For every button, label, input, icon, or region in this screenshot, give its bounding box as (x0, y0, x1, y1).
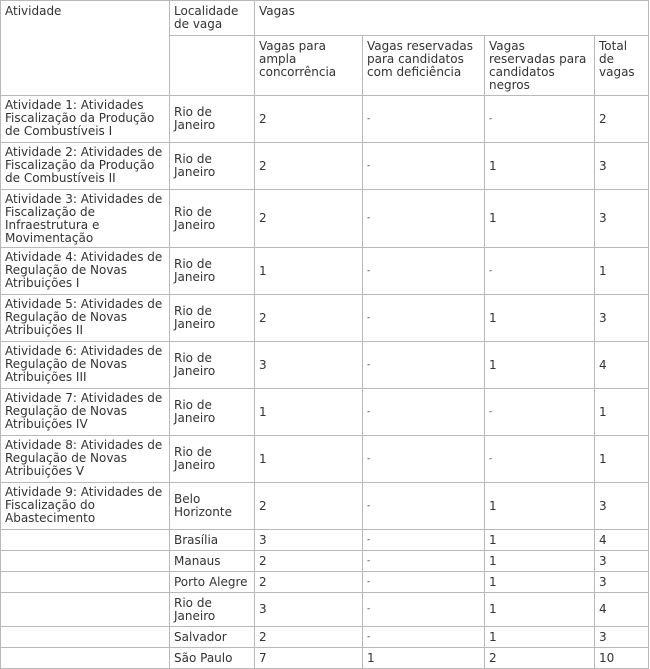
cell-ampla: 2 (255, 551, 363, 572)
cell-ampla: 3 (255, 593, 363, 627)
cell-deficiencia: - (363, 627, 485, 648)
cell-localidade: Rio de Janeiro (170, 248, 255, 295)
cell-atividade: Atividade 3: Atividades de Fiscalização de Infraestrutura e Movimentação (1, 190, 170, 248)
cell-localidade: Rio de Janeiro (170, 342, 255, 389)
cell-ampla: 7 (255, 648, 363, 669)
cell-localidade: Belo Horizonte (170, 483, 255, 530)
cell-ampla: 3 (255, 342, 363, 389)
cell-atividade (1, 648, 170, 669)
cell-deficiencia: - (363, 389, 485, 436)
cell-localidade: São Paulo (170, 648, 255, 669)
cell-atividade (1, 572, 170, 593)
cell-deficiencia: 1 (363, 648, 485, 669)
table-row (1, 627, 649, 648)
header-localidade: Localidade de vaga (170, 1, 255, 36)
cell-negros: 2 (485, 648, 595, 669)
table-row (1, 389, 649, 436)
cell-deficiencia: - (363, 96, 485, 143)
table-row (1, 593, 649, 627)
cell-ampla: 1 (255, 389, 363, 436)
cell-ampla: 2 (255, 483, 363, 530)
cell-atividade: Atividade 5: Atividades de Regulação de Novas Atribuições II (1, 295, 170, 342)
cell-ampla: 2 (255, 96, 363, 143)
cell-atividade: Atividade 8: Atividades de Regulação de Novas Atribuições V (1, 436, 170, 483)
cell-atividade: Atividade 7: Atividades de Regulação de Novas Atribuições IV (1, 389, 170, 436)
table-row (1, 572, 649, 593)
cell-atividade: Atividade 6: Atividades de Regulação de Novas Atribuições III (1, 342, 170, 389)
cell-total: 3 (595, 295, 649, 342)
header-deficiencia: Vagas reservadas para candidatos com deficiência (363, 36, 485, 96)
cell-negros: 1 (485, 143, 595, 190)
cell-deficiencia: - (363, 530, 485, 551)
cell-negros: - (485, 436, 595, 483)
cell-total: 4 (595, 593, 649, 627)
cell-atividade (1, 627, 170, 648)
cell-atividade (1, 530, 170, 551)
table-row (1, 648, 649, 669)
cell-total: 4 (595, 530, 649, 551)
header-vagas: Vagas (255, 1, 649, 36)
cell-localidade: Porto Alegre (170, 572, 255, 593)
header-atividade: Atividade (1, 1, 170, 96)
cell-ampla: 2 (255, 143, 363, 190)
cell-negros: - (485, 96, 595, 143)
table-row (1, 436, 649, 483)
cell-deficiencia: - (363, 436, 485, 483)
header-localidade-empty (170, 36, 255, 96)
cell-negros: 1 (485, 627, 595, 648)
cell-atividade: Atividade 2: Atividades de Fiscalização da Produção de Combustíveis II (1, 143, 170, 190)
cell-negros: 1 (485, 295, 595, 342)
cell-deficiencia: - (363, 190, 485, 248)
cell-deficiencia: - (363, 593, 485, 627)
cell-atividade: Atividade 1: Atividades Fiscalização da Produção de Combustíveis I (1, 96, 170, 143)
cell-total: 3 (595, 551, 649, 572)
cell-deficiencia: - (363, 342, 485, 389)
table-body (1, 1, 649, 669)
cell-ampla: 2 (255, 295, 363, 342)
cell-localidade: Rio de Janeiro (170, 436, 255, 483)
cell-total: 3 (595, 143, 649, 190)
cell-negros: - (485, 389, 595, 436)
cell-atividade (1, 593, 170, 627)
cell-localidade: Rio de Janeiro (170, 143, 255, 190)
cell-atividade (1, 551, 170, 572)
cell-deficiencia: - (363, 143, 485, 190)
cell-deficiencia: - (363, 572, 485, 593)
cell-negros: 1 (485, 483, 595, 530)
cell-total: 2 (595, 96, 649, 143)
cell-negros: 1 (485, 530, 595, 551)
cell-localidade: Rio de Janeiro (170, 295, 255, 342)
header-total: Total de vagas (595, 36, 649, 96)
cell-total: 1 (595, 389, 649, 436)
table-row (1, 342, 649, 389)
cell-ampla: 1 (255, 248, 363, 295)
cell-localidade: Manaus (170, 551, 255, 572)
cell-localidade: Rio de Janeiro (170, 593, 255, 627)
cell-deficiencia: - (363, 248, 485, 295)
cell-total: 3 (595, 190, 649, 248)
cell-negros: 1 (485, 190, 595, 248)
table-row (1, 190, 649, 248)
cell-atividade: Atividade 9: Atividades de Fiscalização do Abastecimento (1, 483, 170, 530)
cell-localidade: Rio de Janeiro (170, 389, 255, 436)
header-row-1 (1, 1, 649, 36)
cell-negros: 1 (485, 342, 595, 389)
cell-localidade: Rio de Janeiro (170, 96, 255, 143)
table-row (1, 295, 649, 342)
table-row (1, 551, 649, 572)
table-row (1, 96, 649, 143)
cell-total: 1 (595, 436, 649, 483)
cell-total: 3 (595, 627, 649, 648)
cell-total: 10 (595, 648, 649, 669)
cell-negros: 1 (485, 551, 595, 572)
header-negros: Vagas reservadas para candidatos negros (485, 36, 595, 96)
cell-atividade: Atividade 4: Atividades de Regulação de Novas Atribuições I (1, 248, 170, 295)
cell-negros: 1 (485, 572, 595, 593)
cell-ampla: 2 (255, 627, 363, 648)
table-row (1, 143, 649, 190)
header-ampla: Vagas para ampla concorrência (255, 36, 363, 96)
table-row (1, 483, 649, 530)
cell-negros: - (485, 248, 595, 295)
cell-ampla: 1 (255, 436, 363, 483)
cell-deficiencia: - (363, 295, 485, 342)
table-row (1, 248, 649, 295)
cell-total: 3 (595, 483, 649, 530)
cell-ampla: 3 (255, 530, 363, 551)
cell-total: 3 (595, 572, 649, 593)
table-row (1, 530, 649, 551)
cell-deficiencia: - (363, 483, 485, 530)
cell-total: 1 (595, 248, 649, 295)
cell-total: 4 (595, 342, 649, 389)
cell-localidade: Rio de Janeiro (170, 190, 255, 248)
cell-localidade: Salvador (170, 627, 255, 648)
cell-negros: 1 (485, 593, 595, 627)
cell-deficiencia: - (363, 551, 485, 572)
cell-ampla: 2 (255, 572, 363, 593)
cell-localidade: Brasília (170, 530, 255, 551)
cell-ampla: 2 (255, 190, 363, 248)
